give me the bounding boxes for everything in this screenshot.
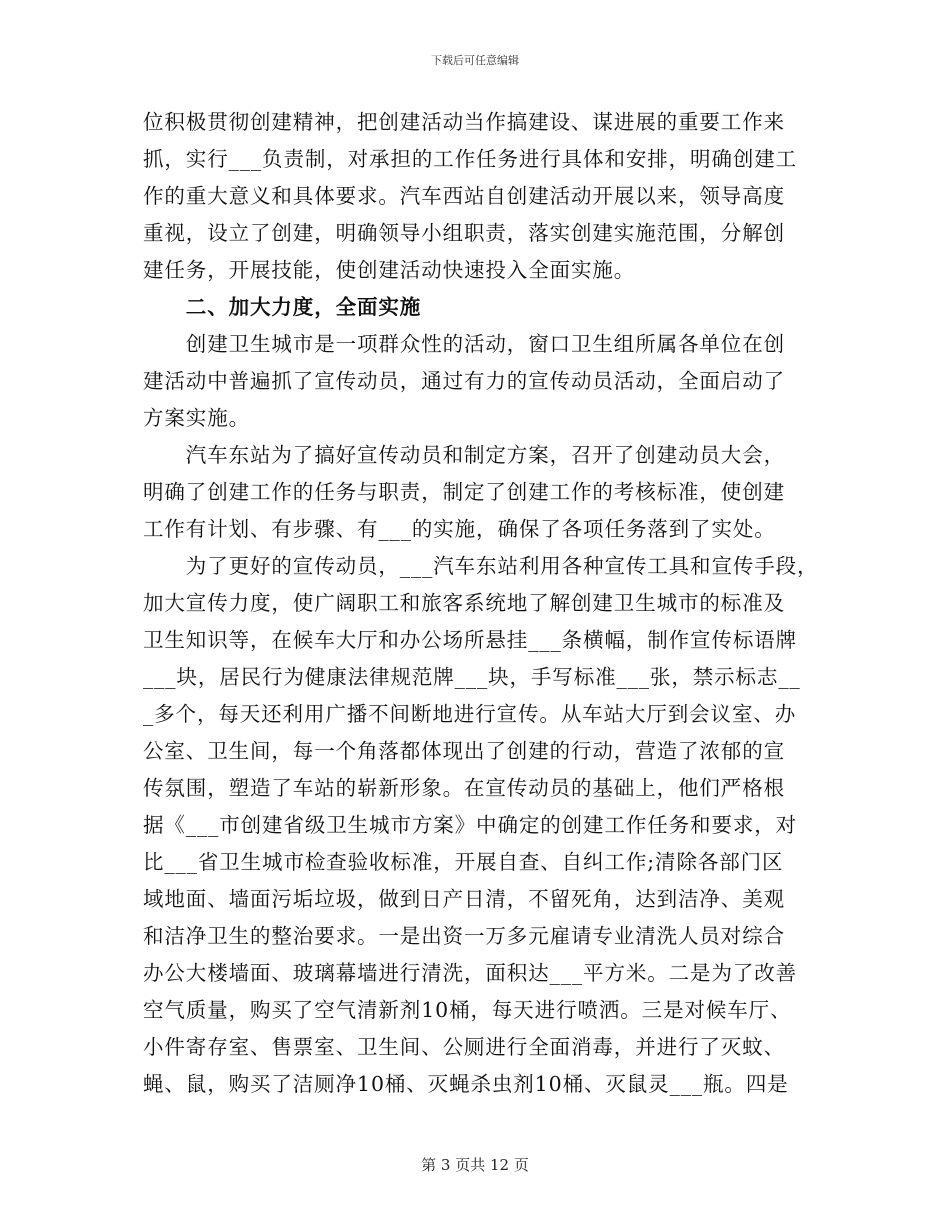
page-header-note: 下载后可任意编辑 bbox=[431, 54, 519, 67]
text-line: 位积极贯彻创建精神，把创建活动当作搞建设、谋进展的重要工作来 bbox=[143, 110, 785, 134]
text-line: 传氛围，塑造了车站的崭新形象。在宣传动员的基础上，他们严格根 bbox=[143, 776, 785, 800]
text-line: 公室、卫生间，每一个角落都体现出了创建的行动，营造了浓郁的宣 bbox=[143, 739, 785, 763]
text-line: 比___省卫生城市检查验收标准，开展自查、自纠工作;清除各部门区 bbox=[143, 850, 784, 874]
text-line: 明确了创建工作的任务与职责，制定了创建工作的考核标准，使创建 bbox=[143, 480, 785, 504]
text-line: 建活动中普遍抓了宣传动员，通过有力的宣传动员活动，全面启动了 bbox=[143, 369, 785, 393]
text-line: 蝇、鼠，购买了洁厕净10桶、灭蝇杀虫剂10桶、灭鼠灵___瓶。四是 bbox=[143, 1072, 789, 1096]
text-line: 抓，实行___负责制，对承担的工作任务进行具体和安排，明确创建工 bbox=[143, 147, 798, 171]
text-line: 汽车东站为了搞好宣传动员和制定方案，召开了创建动员大会， bbox=[143, 443, 785, 467]
text-line: 小件寄存室、售票室、卫生间、公厕进行全面消毒，并进行了灭蚊、 bbox=[143, 1035, 785, 1059]
text-line: 和洁净卫生的整治要求。一是出资一万多元雇请专业清洗人员对综合 bbox=[143, 924, 785, 948]
text-line: 空气质量，购买了空气清新剂10桶，每天进行喷洒。三是对候车厅、 bbox=[143, 998, 792, 1022]
text-line: 为了更好的宣传动员，___汽车东站利用各种宣传工具和宣传手段， bbox=[143, 554, 819, 578]
text-line: 重视，设立了创建，明确领导小组职责，落实创建实施范围，分解创 bbox=[143, 221, 785, 245]
text-line: 域地面、墙面污垢垃圾，做到日产日清，不留死角，达到洁净、美观 bbox=[143, 887, 785, 911]
text-line: 作的重大意义和具体要求。汽车西站自创建活动开展以来，领导高度 bbox=[143, 184, 785, 208]
text-line: _多个，每天还利用广播不间断地进行宣传。从车站大厅到会议室、办 bbox=[143, 702, 797, 726]
text-line: 办公大楼墙面、玻璃幕墙进行清洗，面积达___平方米。二是为了改善 bbox=[143, 961, 798, 985]
text-line: 建任务，开展技能，使创建活动快速投入全面实施。 bbox=[143, 258, 636, 282]
page-number: 第 3 页共 12 页 bbox=[421, 1156, 529, 1174]
section-heading: 二、加大力度，全面实施 bbox=[143, 295, 422, 319]
text-line: 创建卫生城市是一项群众性的活动，窗口卫生组所属各单位在创 bbox=[143, 332, 785, 356]
text-line: 卫生知识等，在候车大厅和办公场所悬挂___条横幅，制作宣传标语牌 bbox=[143, 628, 798, 652]
text-line: 据《___市创建省级卫生城市方案》中确定的创建工作任务和要求，对 bbox=[143, 813, 798, 837]
text-line: 工作有计划、有步骤、有___的实施，确保了各项任务落到了实处。 bbox=[143, 517, 776, 541]
document-body bbox=[143, 104, 819, 1103]
text-line: ___块，居民行为健康法律规范牌___块，手写标准___张，禁示标志__ bbox=[143, 665, 801, 689]
text-line: 方案实施。 bbox=[143, 406, 250, 430]
text-line: 加大宣传力度，使广阔职工和旅客系统地了解创建卫生城市的标准及 bbox=[143, 591, 785, 615]
